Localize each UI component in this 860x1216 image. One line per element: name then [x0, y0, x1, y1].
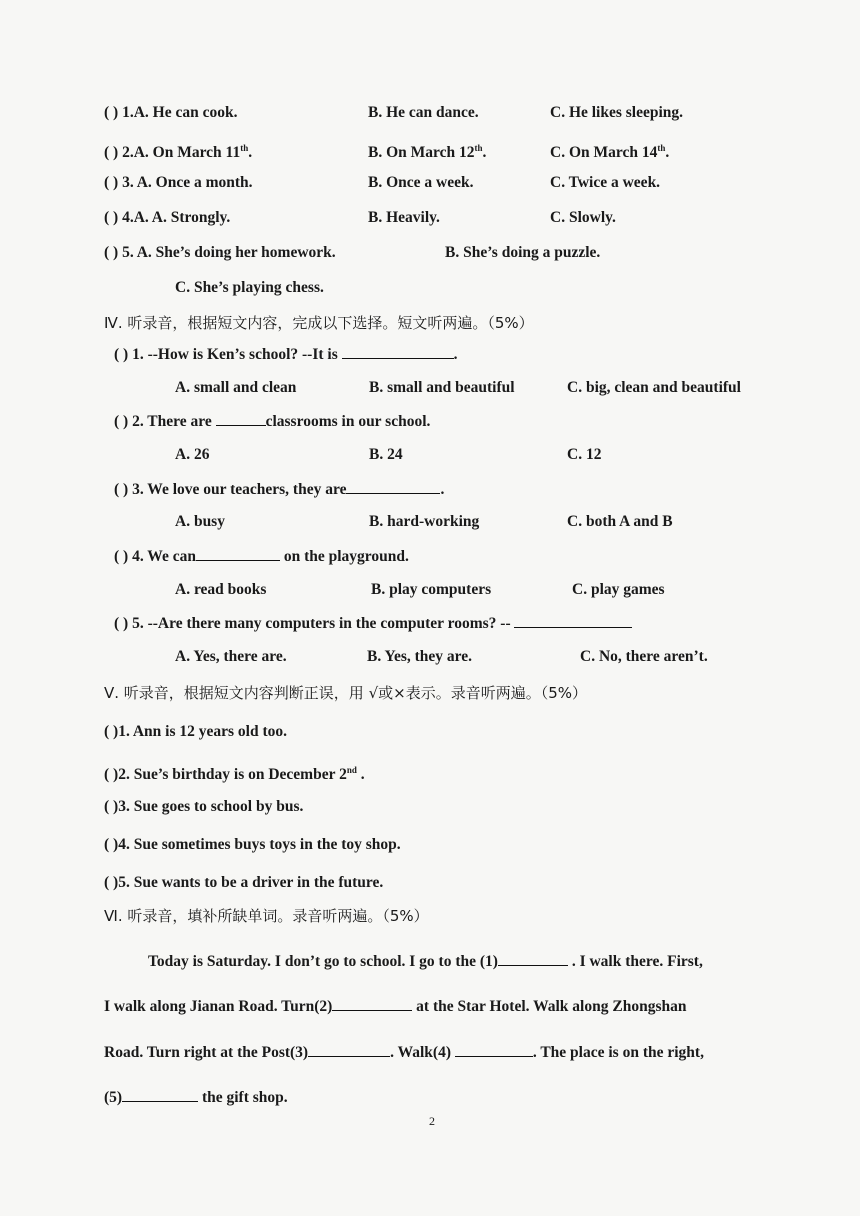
- q4-1-b: B. small and beautiful: [369, 379, 515, 396]
- q3-2-b: B. On March 12th.: [368, 143, 487, 162]
- section6-heading: Ⅵ. 听录音，填补所缺单词。录音听两遍。（5%）: [104, 907, 429, 925]
- passage-line-2: I walk along Jianan Road. Turn(2) at the Star Hotel. Walk along Zhongshan: [104, 998, 687, 1015]
- q3-3-c: C. Twice a week.: [550, 174, 661, 191]
- q4-2: ( ) 2. There are classrooms in our school.: [114, 413, 431, 430]
- section5-heading: Ⅴ. 听录音，根据短文内容判断正误，用 √或×表示。录音听两遍。（5%）: [104, 684, 587, 702]
- q4-2-c: C. 12: [567, 446, 602, 463]
- q4-3-a: A. busy: [175, 513, 225, 530]
- tf-2: ( )2. Sue’s birthday is on December 2nd .: [104, 765, 365, 784]
- q4-4-a: A. read books: [175, 581, 267, 598]
- q3-5: ( ) 5. A. She’s doing her homework.: [104, 244, 336, 261]
- tf-5: ( )5. Sue wants to be a driver in the future.: [104, 874, 384, 891]
- q4-5-b: B. Yes, they are.: [367, 648, 473, 665]
- q3-1-b: B. He can dance.: [368, 104, 479, 121]
- q3-3-b: B. Once a week.: [368, 174, 474, 191]
- q4-4-c: C. play games: [572, 581, 665, 598]
- q3-3: ( ) 3. A. Once a month.: [104, 174, 253, 191]
- passage-line-3: Road. Turn right at the Post(3) . Walk(4) . The place is on the right,: [104, 1044, 704, 1061]
- q3-4-c: C. Slowly.: [550, 209, 616, 226]
- q3-5-b: B. She’s doing a puzzle.: [445, 244, 601, 261]
- q4-2-a: A. 26: [175, 446, 210, 463]
- tf-3: ( )3. Sue goes to school by bus.: [104, 798, 304, 815]
- q3-1-c: C. He likes sleeping.: [550, 104, 684, 121]
- q3-5-c: C. She’s playing chess.: [175, 279, 324, 296]
- q4-1-a: A. small and clean: [175, 379, 297, 396]
- q3-1: ( ) 1.A. He can cook.: [104, 104, 238, 121]
- tf-1: ( )1. Ann is 12 years old too.: [104, 723, 287, 740]
- section4-heading: Ⅳ. 听录音，根据短文内容，完成以下选择。短文听两遍。（5%）: [104, 314, 534, 332]
- tf-4: ( )4. Sue sometimes buys toys in the toy shop.: [104, 836, 401, 853]
- q3-2-c: C. On March 14th.: [550, 143, 670, 162]
- q4-4: ( ) 4. We can on the playground.: [114, 548, 409, 565]
- q4-3-b: B. hard-working: [369, 513, 480, 530]
- q4-4-b: B. play computers: [371, 581, 492, 598]
- q4-1: ( ) 1. --How is Ken’s school? --It is .: [114, 346, 458, 363]
- q3-4-b: B. Heavily.: [368, 209, 440, 226]
- q4-5-c: C. No, there aren’t.: [580, 648, 708, 665]
- q4-3: ( ) 3. We love our teachers, they are .: [114, 481, 445, 498]
- q4-2-b: B. 24: [369, 446, 403, 463]
- q4-3-c: C. both A and B: [567, 513, 673, 530]
- q4-1-c: C. big, clean and beautiful: [567, 379, 741, 396]
- page-number: 2: [429, 1114, 435, 1128]
- passage-line-4: (5) the gift shop.: [104, 1089, 288, 1106]
- q4-5-a: A. Yes, there are.: [175, 648, 287, 665]
- q3-4: ( ) 4.A. A. Strongly.: [104, 209, 231, 226]
- passage-line-1: Today is Saturday. I don’t go to school. I go to the (1) . I walk there. First,: [148, 953, 703, 970]
- q4-5: ( ) 5. --Are there many computers in the computer rooms? --: [114, 613, 632, 634]
- q3-2: ( ) 2.A. On March 11th.: [104, 143, 253, 162]
